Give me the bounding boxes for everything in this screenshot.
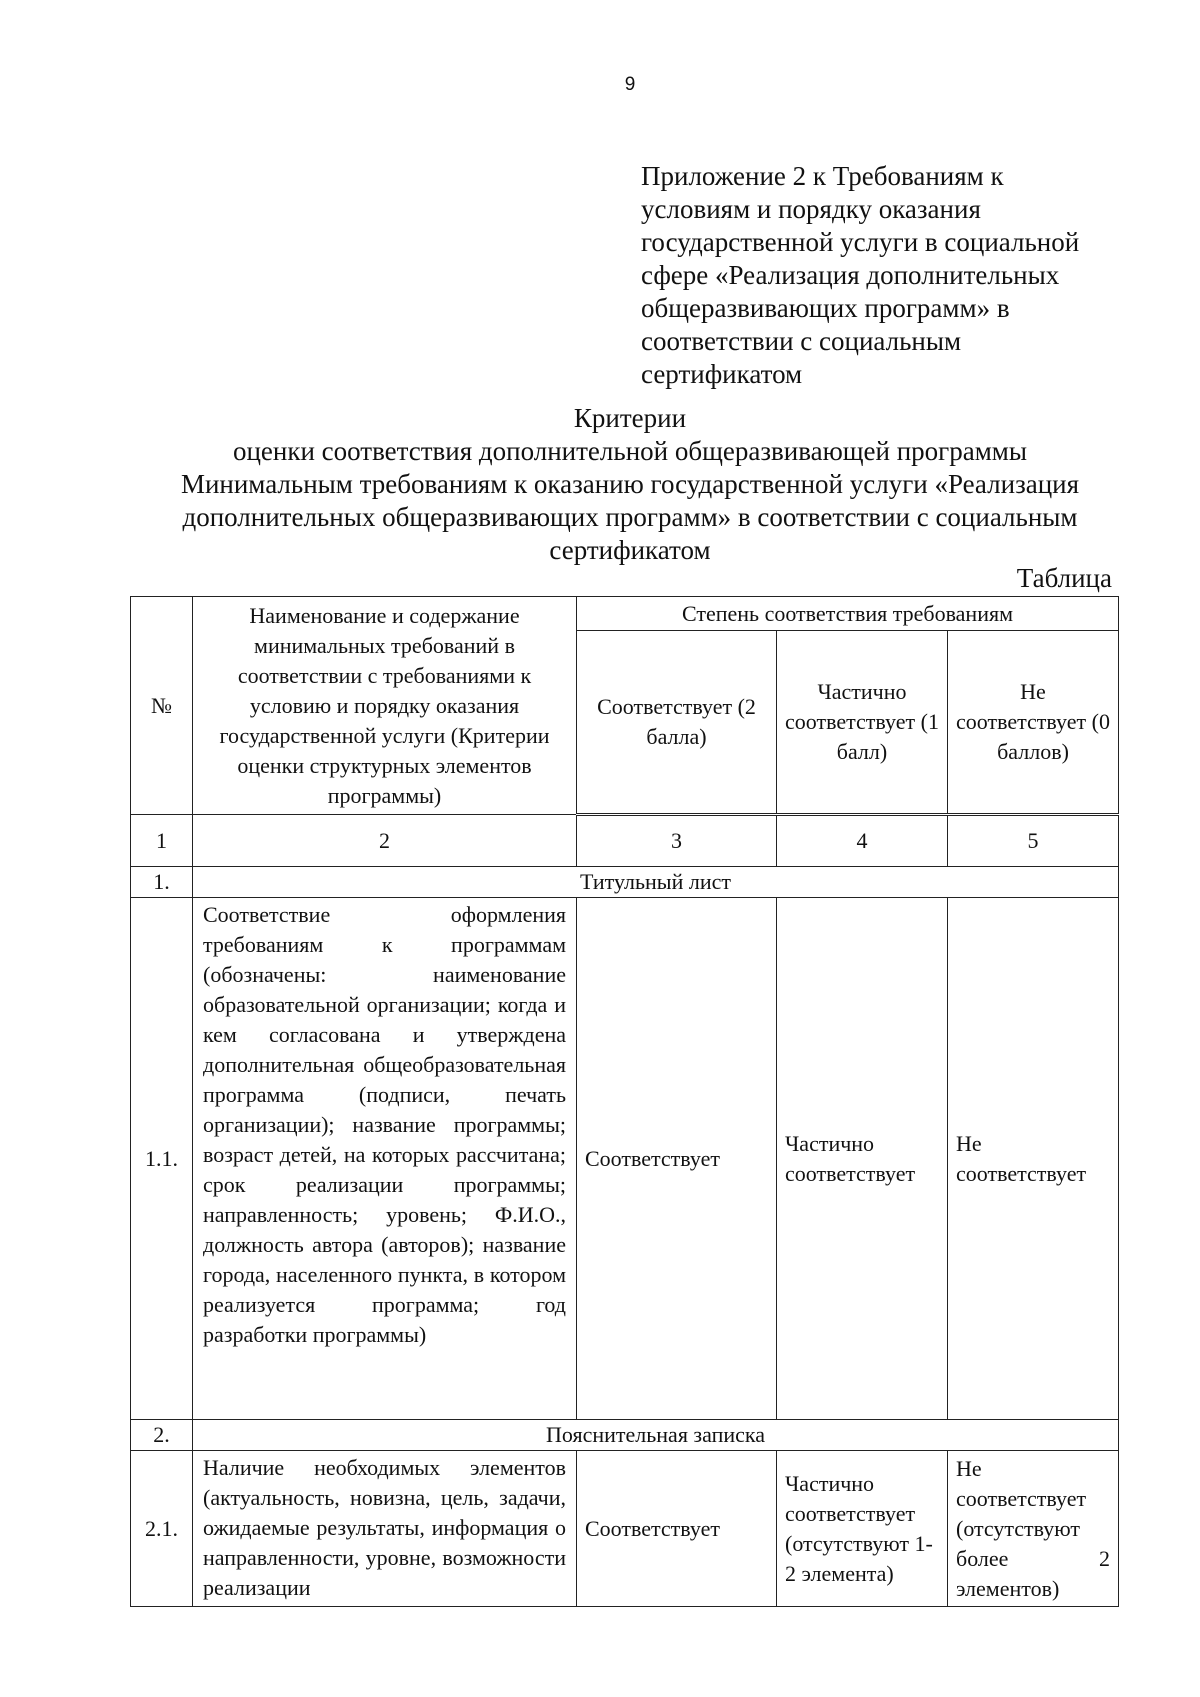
header-partial: Частично соответствует (1 балл) — [777, 631, 948, 815]
appendix-line: государственной услуги в социальной — [641, 227, 1080, 257]
row-number: 1.1. — [131, 898, 193, 1420]
noncompliant-cell: Не соответствует (отсутствуют более 2 элементов) — [948, 1451, 1119, 1607]
title-line: дополнительных общеразвивающих программ» в соответствии с социальным — [182, 502, 1078, 532]
header-compliant: Соответствует (2 балла) — [577, 631, 777, 815]
header-degree: Степень соответствия требованиям — [577, 597, 1119, 631]
column-number: 2 — [193, 815, 577, 867]
title-line: Критерии — [573, 403, 687, 433]
header-noncompliant: Не соответствует (0 баллов) — [948, 631, 1119, 815]
table-header-row — [131, 597, 1119, 631]
title-line: оценки соответствия дополнительной общеразвивающей программы — [232, 436, 1028, 466]
column-number: 3 — [577, 815, 777, 867]
appendix-line: сертификатом — [641, 359, 803, 389]
column-number-row — [131, 815, 1119, 867]
table-label: Таблица — [1016, 563, 1112, 593]
table-row — [131, 898, 1119, 1420]
section-row — [131, 1420, 1119, 1451]
table-row — [131, 1451, 1119, 1607]
row-number: 2.1. — [131, 1451, 193, 1607]
section-title: Пояснительная записка — [193, 1420, 1119, 1451]
section-title: Титульный лист — [193, 867, 1119, 898]
partial-cell: Частично соответствует — [777, 898, 948, 1420]
noncompliant-cell: Не соответствует — [948, 898, 1119, 1420]
column-number: 1 — [131, 815, 193, 867]
partial-cell: Частично соответствует (отсутствуют 1-2 элемента) — [777, 1451, 948, 1607]
appendix-line: Приложение 2 к Требованиям к — [641, 161, 1004, 191]
compliant-cell: Соответствует — [577, 898, 777, 1420]
appendix-line: соответствии с социальным — [641, 326, 962, 356]
section-row — [131, 867, 1119, 898]
section-number: 2. — [131, 1420, 193, 1451]
appendix-line: общеразвивающих программ» в — [641, 293, 1010, 323]
appendix-line: сфере «Реализация дополнительных — [641, 260, 1060, 290]
requirement-text: Соответствие оформления требованиям к программам (обозначены: наименование образовательной организации; когда и кем согласована и утверждена дополнительная общеобразовательная программа (подписи, печать организации); название программы; возраст детей, на которых рассчитана; срок реализации программы; направленность; уровень; Ф.И.О., должность автора (авторов); название города, населенного пункта, в котором реализуется программа; год разработки программы) — [193, 898, 577, 1420]
requirement-text: Наличие необходимых элементов (актуальность, новизна, цель, задачи, ожидаемые результаты, информация о направленности, уровне, возможности реализации — [193, 1451, 577, 1607]
appendix-note — [641, 160, 1111, 391]
page-number: 9 — [624, 74, 636, 95]
compliant-cell: Соответствует — [577, 1451, 777, 1607]
header-requirement: Наименование и содержание минимальных требований в соответствии с требованиями к условию и порядку оказания государственной услуги (Критерии оценки структурных элементов программы) — [193, 597, 577, 815]
criteria-table — [130, 596, 1119, 1607]
header-number: № — [131, 597, 193, 815]
title-line: Минимальным требованиям к оказанию государственной услуги «Реализация — [180, 469, 1080, 499]
title-line: сертификатом — [549, 535, 711, 565]
column-number: 5 — [948, 815, 1119, 867]
section-number: 1. — [131, 867, 193, 898]
document-title — [120, 402, 1140, 567]
column-number: 4 — [777, 815, 948, 867]
appendix-line: условиям и порядку оказания — [641, 194, 981, 224]
